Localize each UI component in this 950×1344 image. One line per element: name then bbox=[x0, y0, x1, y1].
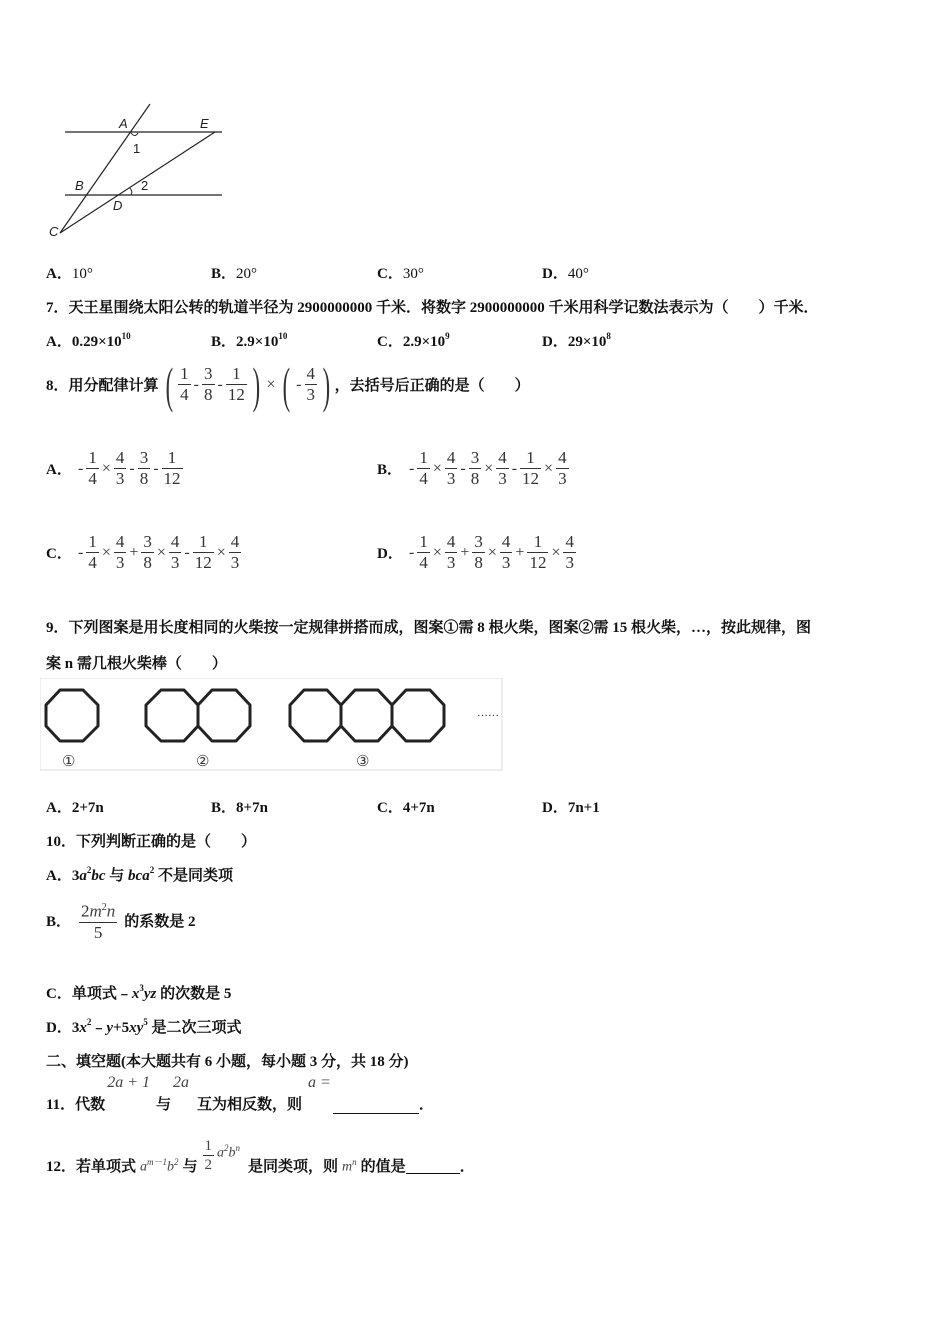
q11: 11．代数 2a + 1 与 2a 互为相反数，则 a = ． bbox=[46, 1074, 434, 1113]
q8-option-c[interactable]: C． - $\frac{1}{4}$ × $\frac{4}{3}$ + $\frac{3}{8}$ × $\frac{4}{3}$ - $\frac{1}{12}$ × $\frac{4}{3}$ bbox=[46, 532, 240, 572]
q10-option-a[interactable]: A．$3a^2bc$ 与 bca$^2$ 不是同类项 bbox=[46, 865, 233, 884]
q9-option-d[interactable]: D．7n+1 bbox=[542, 800, 600, 816]
figure-label-3: ③ bbox=[356, 754, 370, 770]
label-c: C bbox=[49, 224, 59, 239]
q10-option-d[interactable]: D．$3x^2﹣y+5xy^5$ 是二次三项式 bbox=[46, 1017, 242, 1036]
q7-option-b[interactable]: B．$2.9\times 10^{10}$ bbox=[211, 331, 288, 350]
q8-option-d[interactable]: D． - $\frac{1}{4}$ × $\frac{4}{3}$ + $\frac{3}{8}$ × $\frac{4}{3}$ + $\frac{1}{12}$ × $\frac{4}{3}$ bbox=[377, 532, 574, 572]
figure-label-2: ② bbox=[196, 754, 210, 770]
section-2-heading: 二、填空题(本大题共有 6 小题，每小题 3 分，共 18 分) bbox=[46, 1054, 409, 1070]
label-b: B bbox=[75, 178, 84, 193]
parallel-lines-figure bbox=[45, 100, 235, 245]
label-2: 2 bbox=[141, 178, 149, 193]
q8-option-b[interactable]: B． - $\frac{1}{4}$ × $\frac{4}{3}$ - $\frac{3}{8}$ × $\frac{4}{3}$ - $\frac{1}{12}$ × $\frac{4}{3}$ bbox=[377, 448, 567, 488]
q9-stem-line1: 9．下列图案是用长度相同的火柴按一定规律拼搭而成，图案①需 8 根火柴，图案②需 15 根火柴，…，按此规律，图 bbox=[46, 620, 812, 636]
q10-stem: 10．下列判断正确的是（ ） bbox=[46, 834, 257, 850]
label-a: A bbox=[119, 116, 128, 131]
q7-option-c[interactable]: C．$2.9\times 10^9$ bbox=[377, 331, 450, 350]
matchstick-octagon-figure bbox=[40, 678, 505, 773]
q9-option-a[interactable]: A．2+7n bbox=[46, 800, 104, 816]
figure-ellipsis: …… bbox=[477, 707, 499, 719]
q6-option-a[interactable]: A．10° bbox=[46, 266, 93, 282]
q8-expression: ( $\frac{1}{4}$ - $\frac{3}{8}$ - $\frac{1}{12}$ ) × ( - $\frac{4}{3}$ ) bbox=[165, 356, 331, 413]
q12-answer-blank[interactable] bbox=[406, 1159, 460, 1174]
angle-2-arc bbox=[130, 188, 132, 195]
q6-option-b[interactable]: B．20° bbox=[211, 266, 258, 282]
q6-option-d[interactable]: D．40° bbox=[542, 266, 589, 282]
label-1: 1 bbox=[133, 141, 141, 156]
q9-option-b[interactable]: B．8+7n bbox=[211, 800, 268, 816]
q9-stem-line2: 案 n 需几根火柴棒（ ） bbox=[46, 656, 227, 672]
q9-option-c[interactable]: C．4+7n bbox=[377, 800, 435, 816]
angle-1-arc bbox=[131, 133, 138, 136]
q7-option-a[interactable]: A．$0.29\times 10^{10}$ bbox=[46, 331, 131, 350]
q8-option-a[interactable]: A． - $\frac{1}{4}$ × $\frac{4}{3}$ - $\frac{3}{8}$ - $\frac{1}{12}$ bbox=[46, 448, 181, 488]
label-e: E bbox=[200, 116, 209, 131]
figure-label-1: ① bbox=[62, 754, 76, 770]
q10-option-c[interactable]: C．单项式$﹣x^3yz$ 的次数是 5 bbox=[46, 983, 232, 1002]
label-d: D bbox=[113, 198, 123, 213]
q8-stem: 8．用分配律计算 ( $\frac{1}{4}$ - $\frac{3}{8}$ - $\frac{1}{12}$ ) × ( - $\frac{4}{3}$ ) ，去括号后正确的是（ ） bbox=[46, 356, 530, 413]
q11-answer-blank[interactable] bbox=[333, 1099, 419, 1114]
q10-option-b[interactable]: B． $\frac{2m^2n}{5}$ 的系数是 2 bbox=[46, 901, 196, 942]
q7-option-d[interactable]: D．$29\times 10^8$ bbox=[542, 331, 611, 350]
q6-option-c[interactable]: C．30° bbox=[377, 266, 424, 282]
q12: 12．若单项式 $a^{m-1}b^2$ 与 $\frac{1}{2}$ $a^2b^n$ 是同类项，则 $m^n$ 的值是 ． bbox=[46, 1137, 475, 1175]
line-ca bbox=[60, 104, 150, 233]
q7-stem: 7．天王星围绕太阳公转的轨道半径为 2900000000 千米．将数字 2900000000 千米用科学记数法表示为（ ）千米． bbox=[46, 300, 819, 316]
